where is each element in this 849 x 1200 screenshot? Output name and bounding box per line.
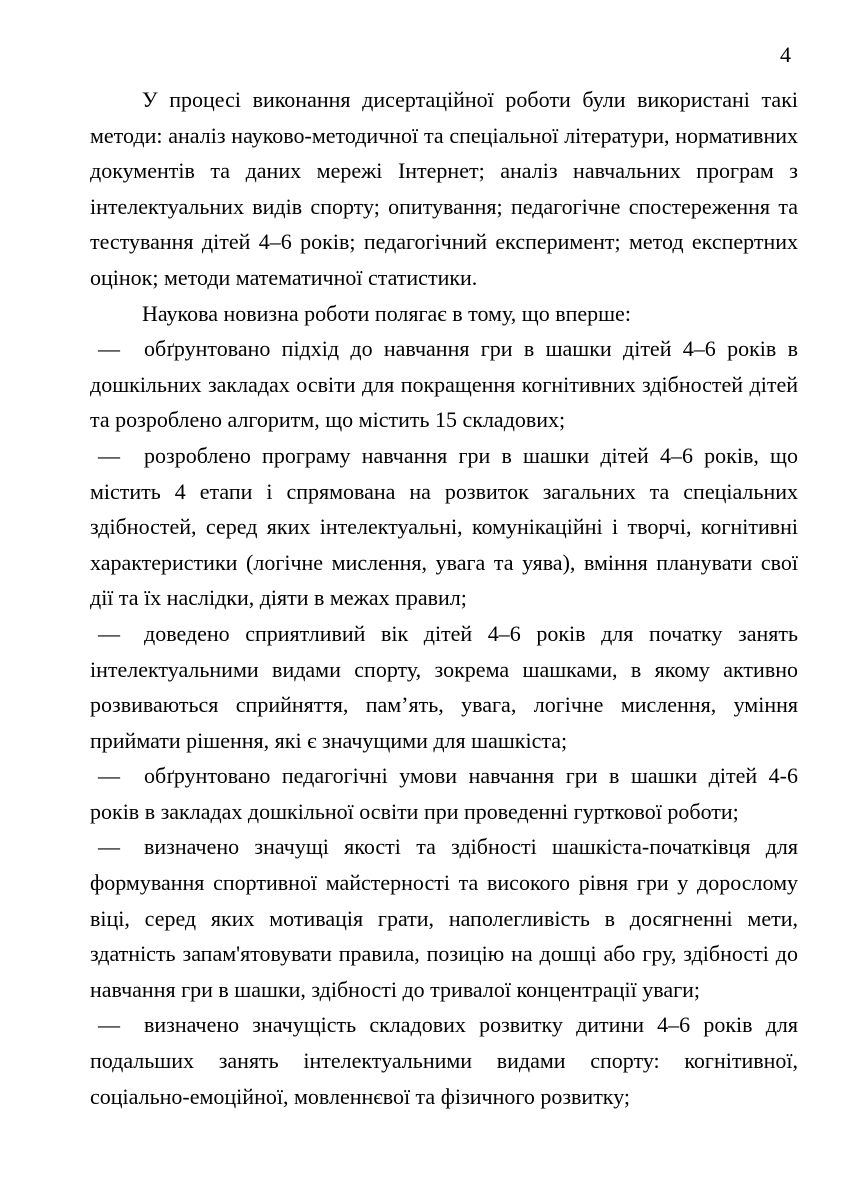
- list-item-qualities: [90, 829, 798, 1007]
- list-item-approach: [90, 331, 798, 438]
- list-item-pedagogical-conditions: [90, 758, 798, 829]
- list-item-text: розроблено програму навчання гри в шашки дітей 4–6 років, що містить 4 етапи і спрямована на розвиток загальних та спеціальних здібностей, серед яких інтелектуальні, комунікаційні і творчі, когнітивні характеристики (логічне мислення, увага та уява), вміння планувати свої дії та їх наслідки, діяти в межах правил;: [90, 442, 798, 611]
- dash-marker: —: [98, 620, 120, 646]
- dash-marker: —: [98, 763, 120, 789]
- dash-marker: —: [98, 336, 120, 362]
- page-number: 4: [780, 42, 791, 67]
- dash-marker: —: [98, 834, 120, 860]
- dash-marker: —: [98, 442, 120, 468]
- list-item-text: визначено значущість складових розвитку дитини 4–6 років для подальших занять інтелектуальними видами спорту: когнітивної, соціально-емоційної, мовленнєвої та фізичного розвитку;: [90, 1012, 798, 1109]
- paragraph-methods: У процесі виконання дисертаційної роботи були використані такі методи: аналіз науково-методичної та спеціальної літератури, нормативних документів та даних мережі Інтернет; аналіз навчальних програм з інтелектуальних видів спорту; опитування; педагогічне спостереження та тестування дітей 4–6 років; педагогічний експеримент; метод експертних оцінок; методи математичної статистики.: [90, 87, 798, 290]
- dash-marker: —: [98, 1012, 120, 1038]
- list-item-text: визначено значущі якості та здібності шашкіста-початківця для формування спортивної майстерності та високого рівня гри у дорослому віці, серед яких мотивація грати, наполегливість в досягненні мети, здатність запам'ятовувати правила, позицію на дошці або гру, здібності до навчання гри в шашки, здібності до тривалої концентрації уваги;: [90, 834, 798, 1002]
- list-item-text: обґрунтовано педагогічні умови навчання гри в шашки дітей 4-6 років в закладах дошкільної освіти при проведенні гурткової роботи;: [90, 763, 798, 824]
- list-item-development-components: [90, 1007, 798, 1114]
- list-item-favorable-age: [90, 616, 798, 758]
- list-item-text: обґрунтовано підхід до навчання гри в шашки дітей 4–6 років в дошкільних закладах освіти для покращення когнітивних здібностей дітей та розроблено алгоритм, що містить 15 складових;: [90, 336, 798, 433]
- list-item-program: [90, 438, 798, 616]
- paragraph-novelty-intro: Наукова новизна роботи полягає в тому, що вперше:: [142, 300, 631, 326]
- list-item-text: доведено сприятливий вік дітей 4–6 років для початку занять інтелектуальними видами спорту, зокрема шашками, в якому активно розвиваються сприйняття, пам’ять, увага, логічне мислення, уміння приймати рішення, які є значущими для шашкіста;: [90, 620, 798, 753]
- page-body: [90, 82, 798, 1114]
